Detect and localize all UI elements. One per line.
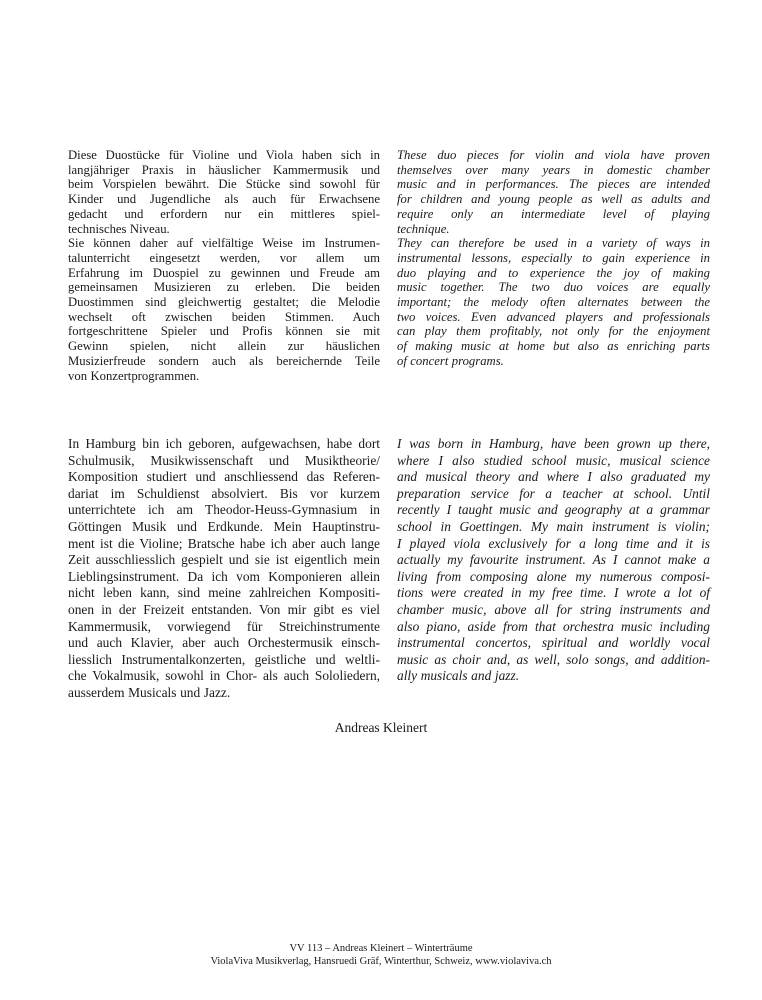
paragraph	[397, 436, 710, 685]
text-line: fortgeschrittene Spieler und Profis können sie mit	[68, 324, 380, 339]
text-line: Sie können daher auf vielfältige Weise im Instrumen-	[68, 236, 380, 251]
text-line: ally musicals and jazz.	[397, 668, 520, 684]
text-line: ausserdem Musicals und Jazz.	[68, 684, 231, 700]
text-line: living from composing alone my numerous composi-	[397, 568, 710, 584]
text-line: Zeit ausschliesslich gespielt und sie ist eigentlich mein	[68, 552, 380, 568]
text-line: music as choir and, as well, solo songs, and addition-	[397, 651, 710, 667]
text-line: liesslich Instrumentalkonzerten, geistliche und weltli-	[68, 651, 380, 667]
text-line: onen in der Freizeit entstanden. Von mir gibt es viel	[68, 601, 380, 617]
author-signature: Andreas Kleinert	[334, 720, 428, 735]
text-line: I played viola exclusively for a long time and it is	[397, 535, 710, 551]
text-line: che Vokalmusik, sowohl in Chor- als auch Sololiedern,	[68, 668, 380, 684]
text-line: In Hamburg bin ich geboren, aufgewachsen, habe dort	[68, 436, 380, 451]
paragraph	[68, 436, 380, 702]
text-line: instrumental lessons, especially to gain experience in	[397, 250, 710, 265]
text-line: Erfahrung im Duospiel zu gewinnen und Freude am	[68, 265, 380, 280]
text-line: technique.	[397, 221, 450, 236]
text-line: Gewinn spielen, nicht allein zur häuslichen	[68, 339, 380, 354]
text-line: for children and young people as well as adults and	[397, 192, 710, 207]
text-line: can play them profitably, not only for the enjoyment	[397, 324, 710, 339]
text-line: Lieblingsinstrument. Da ich vom Komponieren allein	[68, 568, 380, 584]
text-line: duo playing and to experience the joy of making	[397, 265, 710, 280]
text-line: von Konzertprogrammen.	[68, 368, 200, 383]
text-line: of concert programs.	[397, 353, 504, 368]
paragraph	[68, 236, 380, 383]
intro-german-column	[68, 148, 380, 383]
intro-english-column	[397, 148, 710, 369]
text-line: of making music at home but also as enriching parts	[397, 339, 710, 354]
text-line: chamber music, above all for string instruments and	[397, 601, 710, 617]
footer-publisher-line: ViolaViva Musikverlag, Hansruedi Gräf, Winterthur, Schweiz, www.violaviva.ch	[210, 956, 552, 967]
text-line: beim Vorspielen bewährt. Die Stücke sind sowohl für	[68, 177, 380, 192]
text-line: recently I taught music and geography at a grammar	[397, 502, 710, 518]
text-line: music together. The two duo voices are equally	[397, 280, 710, 295]
footer-catalog-line: VV 113 – Andreas Kleinert – Winterträume	[289, 943, 473, 954]
text-line: two voices. Even advanced players and professionals	[397, 309, 710, 324]
text-line: Diese Duostücke für Violine und Viola haben sich in	[68, 148, 380, 162]
paragraph	[397, 236, 710, 368]
text-line: I was born in Hamburg, have been grown up there,	[397, 436, 710, 451]
text-line: instrumental concertos, spiritual and worldly vocal	[397, 635, 710, 651]
text-line: nicht leben kann, sind meine zahlreichen Kompositi-	[68, 585, 380, 601]
text-line: Duostimmen sind gleichwertig gestaltet; die Melodie	[68, 295, 380, 310]
text-line: important; the melody often alternates between the	[397, 295, 710, 310]
text-line: Komposition studiert und anschliessend das Referen-	[68, 469, 380, 485]
bio-german-column	[68, 436, 380, 702]
text-line: wechselt oft zwischen beiden Stimmen. Auch	[68, 309, 380, 324]
text-line: und auch Klavier, aber auch Orchestermusik einsch-	[68, 635, 380, 651]
text-line: and musical theory and where I also graduated my	[397, 469, 710, 485]
text-line: tions were created in my free time. I wrote a lot of	[397, 585, 710, 601]
text-line: themselves over many years in domestic chamber	[397, 162, 710, 177]
bio-english-column	[397, 436, 710, 685]
text-line: langjähriger Praxis in häuslicher Kammermusik und	[68, 162, 380, 177]
text-line: ment ist die Violine; Bratsche habe ich aber auch lange	[68, 535, 380, 551]
text-line: Kammermusik, vorwiegend für Streichinstrumente	[68, 618, 380, 634]
text-line: where I also studied school music, musical science	[397, 452, 710, 468]
page-footer	[0, 942, 762, 968]
text-line: also piano, aside from that orchestra music including	[397, 618, 710, 634]
text-line: school in Goettingen. My main instrument is violin;	[397, 518, 710, 534]
text-line: These duo pieces for violin and viola have proven	[397, 148, 710, 162]
text-line: Schulmusik, Musikwissenschaft und Musiktheorie/	[68, 452, 380, 468]
text-line: talunterricht eingesetzt werden, vor allem um	[68, 250, 380, 265]
paragraph	[68, 148, 380, 236]
text-line: Musizierfreude sondern auch als bereichernde Teile	[68, 353, 380, 368]
text-line: actually my favourite instrument. As I cannot make a	[397, 552, 710, 568]
text-line: technisches Niveau.	[68, 221, 170, 236]
text-line: Göttingen Musik und Erdkunde. Mein Hauptinstru-	[68, 518, 380, 534]
text-line: dariat im Schuldienst absolviert. Bis vor kurzem	[68, 485, 380, 501]
text-line: gemeinsamen Musizieren zu erleben. Die beiden	[68, 280, 380, 295]
text-line: Kinder und Jugendliche als auch für Erwachsene	[68, 192, 380, 207]
text-line: require only an intermediate level of playing	[397, 206, 710, 221]
text-line: music and in performances. The pieces are intended	[397, 177, 710, 192]
text-line: They can therefore be used in a variety of ways in	[397, 236, 710, 251]
text-line: gedacht und erfordern nur ein mittleres spiel-	[68, 206, 380, 221]
paragraph	[397, 148, 710, 236]
text-line: preparation service for a teacher at school. Until	[397, 485, 710, 501]
text-line: unterrichtete ich am Theodor-Heuss-Gymnasium in	[68, 502, 380, 518]
